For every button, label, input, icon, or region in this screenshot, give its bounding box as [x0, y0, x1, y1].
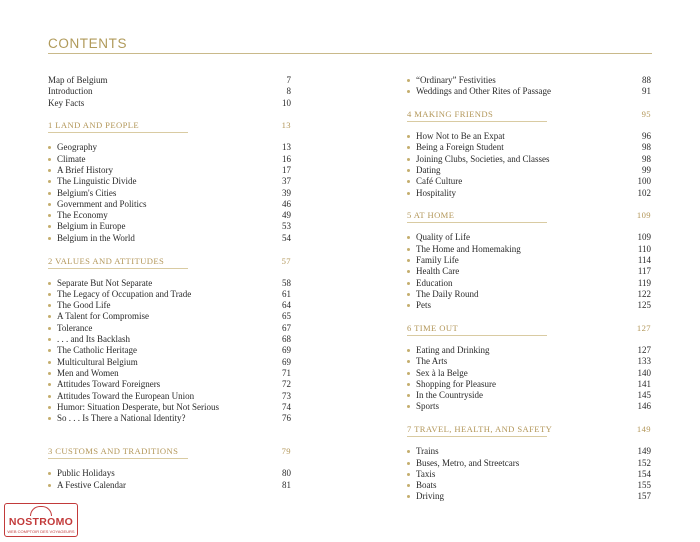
section-page: 57 — [281, 255, 291, 266]
toc-entry[interactable] — [48, 391, 291, 402]
toc-entry-title — [407, 401, 439, 412]
toc-entry-text: Driving — [416, 491, 444, 502]
toc-entry-page: 74 — [282, 401, 291, 412]
toc-entry-title — [407, 278, 453, 289]
toc-entry-page: 67 — [282, 322, 291, 333]
toc-entry-page: 154 — [637, 468, 651, 479]
toc-entry-page: 141 — [637, 378, 651, 389]
toc-entry-text: Being a Foreign Student — [416, 142, 504, 153]
bullet-icon — [48, 237, 51, 240]
toc-entry-title — [407, 86, 551, 97]
toc-entry[interactable] — [48, 334, 291, 345]
toc-entry[interactable] — [48, 379, 291, 390]
toc-entry-page: 152 — [637, 457, 651, 468]
toc-entry-title — [407, 131, 505, 142]
bullet-icon — [48, 361, 51, 364]
bullet-icon — [48, 395, 51, 398]
toc-entry-page: 68 — [282, 334, 291, 345]
bullet-icon — [48, 304, 51, 307]
toc-entry-title — [48, 142, 97, 153]
toc-entry-text: Belgium in Europe — [57, 221, 126, 232]
bullet-icon — [48, 406, 51, 409]
toc-entry-text: A Talent for Compromise — [57, 311, 149, 322]
bullet-icon — [407, 293, 410, 296]
bullet-icon — [48, 327, 51, 330]
toc-entry-page: 145 — [637, 390, 651, 401]
toc-entry-title — [48, 413, 186, 424]
toc-entry[interactable] — [48, 345, 291, 356]
section-title: 2 VALUES AND ATTITUDES — [48, 255, 165, 266]
toc-entry[interactable] — [48, 210, 291, 221]
toc-entry-title — [407, 188, 456, 199]
toc-entry-page: 69 — [282, 356, 291, 367]
toc-entry-title — [48, 75, 108, 86]
bullet-icon — [48, 225, 51, 228]
toc-entry-page: 127 — [637, 344, 651, 355]
bullet-icon — [407, 462, 410, 465]
toc-entry[interactable] — [48, 199, 291, 210]
toc-entry[interactable] — [407, 345, 651, 356]
toc-entry-text: Education — [416, 277, 453, 288]
toc-entry-text: Belgium's Cities — [57, 187, 117, 198]
toc-entry-text: In the Countryside — [416, 390, 483, 401]
section-heading[interactable] — [407, 108, 651, 120]
bullet-icon — [407, 405, 410, 408]
toc-entry-page: 117 — [637, 266, 651, 277]
section-title: 1 LAND AND PEOPLE — [48, 120, 140, 131]
bullet-icon — [48, 372, 51, 375]
toc-entry[interactable] — [407, 446, 651, 457]
toc-entry-page: 69 — [282, 345, 291, 356]
bullet-icon — [48, 158, 51, 161]
toc-entry-page: 81 — [282, 479, 291, 490]
toc-entry-text: Humor: Situation Desperate, but Not Serious — [57, 401, 219, 412]
logo-name: NOSTROMO — [8, 516, 74, 528]
toc-section — [407, 423, 651, 502]
toc-entry-title — [48, 233, 135, 244]
toc-entry[interactable] — [48, 154, 291, 165]
toc-entry-text: Tolerance — [57, 322, 93, 333]
nostromo-logo — [4, 503, 78, 537]
toc-entry-title — [48, 176, 136, 187]
toc-entry-page: 98 — [642, 142, 651, 153]
toc-entry-page: 76 — [282, 413, 291, 424]
toc-entry[interactable] — [407, 356, 651, 367]
toc-entry-title — [48, 165, 113, 176]
bullet-icon — [407, 450, 410, 453]
toc-entry-title — [407, 176, 462, 187]
toc-entry-page: 72 — [282, 379, 291, 390]
toc-entry[interactable] — [407, 401, 651, 412]
toc-entry-text: Public Holidays — [57, 468, 115, 479]
bullet-icon — [407, 473, 410, 476]
section-title: 7 TRAVEL, HEALTH, AND SAFETY — [407, 424, 553, 435]
toc-section — [407, 322, 651, 413]
toc-entry-title — [48, 210, 108, 221]
bullet-icon — [48, 169, 51, 172]
bullet-icon — [407, 169, 410, 172]
toc-entry-title — [407, 345, 490, 356]
section-page: 79 — [281, 446, 291, 457]
toc-entry[interactable] — [407, 165, 651, 176]
toc-entry-title — [48, 480, 126, 491]
toc-entry-title — [407, 255, 459, 266]
toc-entry-title — [48, 391, 194, 402]
bullet-icon — [407, 270, 410, 273]
toc-entry-page: 65 — [282, 311, 291, 322]
page-title: CONTENTS — [48, 36, 128, 51]
toc-entry[interactable] — [407, 75, 651, 86]
toc-entry-title — [48, 468, 115, 479]
toc-entry-text: . . . and Its Backlash — [57, 334, 130, 345]
bullet-icon — [48, 282, 51, 285]
toc-entry[interactable] — [48, 480, 291, 491]
section-heading[interactable] — [407, 322, 651, 334]
toc-entry-title — [48, 188, 116, 199]
toc-entry-page: 16 — [282, 153, 291, 164]
toc-entry-page: 17 — [282, 164, 291, 175]
section-page: 95 — [641, 109, 651, 120]
toc-entry-text: Introduction — [48, 86, 93, 97]
toc-entry-title — [48, 278, 152, 289]
toc-entry-text: The Daily Round — [416, 288, 479, 299]
toc-entry-title — [407, 165, 441, 176]
toc-entry-text: Eating and Drinking — [416, 344, 490, 355]
section-page: 127 — [636, 322, 651, 333]
bullet-icon — [407, 372, 410, 375]
toc-entry-page: 53 — [282, 221, 291, 232]
toc-entry-text: Buses, Metro, and Streetcars — [416, 457, 520, 468]
toc-entry-text: Trains — [416, 446, 439, 457]
toc-entry-page: 91 — [642, 86, 651, 97]
section-heading[interactable] — [407, 209, 651, 221]
bullet-icon — [407, 259, 410, 262]
section-page: 109 — [636, 210, 651, 221]
toc-entry-text: Health Care — [416, 266, 460, 277]
toc-entry[interactable] — [407, 255, 651, 266]
toc-entry-title — [407, 154, 550, 165]
toc-entry-page: 7 — [286, 75, 291, 85]
toc-entry[interactable] — [407, 244, 651, 255]
toc-entry[interactable] — [48, 221, 291, 232]
bullet-icon — [48, 315, 51, 318]
toc-entry[interactable] — [407, 390, 651, 401]
bullet-icon — [407, 495, 410, 498]
toc-right-column — [407, 75, 651, 503]
toc-entry-page: 99 — [642, 164, 651, 175]
toc-entry-page: 98 — [642, 153, 651, 164]
bullet-icon — [407, 394, 410, 397]
toc-entry-title — [48, 323, 92, 334]
toc-entry-text: Sports — [416, 401, 440, 412]
toc-entry-page: 64 — [282, 300, 291, 311]
bullet-icon — [407, 304, 410, 307]
toc-entry-page: 119 — [637, 277, 651, 288]
toc-entry-text: Multicultural Belgium — [57, 356, 138, 367]
toc-entry-title — [407, 458, 519, 469]
toc-entry-page: 58 — [282, 277, 291, 288]
bullet-icon — [407, 158, 410, 161]
toc-entry-title — [48, 368, 119, 379]
toc-entry-page: 146 — [637, 401, 651, 412]
toc-entry-title — [407, 356, 447, 367]
toc-entry-title — [48, 98, 84, 109]
bullet-icon — [48, 203, 51, 206]
toc-entry-page: 110 — [637, 243, 651, 254]
bullet-icon — [48, 472, 51, 475]
toc-entry-title — [48, 86, 93, 97]
toc-entry-title — [407, 379, 496, 390]
toc-entry-title — [407, 491, 444, 502]
toc-entry-title — [407, 232, 470, 243]
toc-entry-page: 13 — [282, 142, 291, 153]
toc-entry-text: Sex à la Belge — [416, 367, 468, 378]
toc-entry-page: 109 — [637, 232, 651, 243]
toc-section — [407, 108, 651, 199]
section-title: 5 AT HOME — [407, 210, 455, 221]
bullet-icon — [48, 214, 51, 217]
toc-entry-title — [48, 379, 160, 390]
toc-entry[interactable] — [407, 480, 651, 491]
toc-entry-title — [407, 266, 459, 277]
toc-entry-title — [48, 311, 149, 322]
bullet-icon — [48, 383, 51, 386]
toc-entry-text: “Ordinary” Festivities — [416, 75, 496, 85]
toc-entry[interactable] — [407, 232, 651, 243]
toc-entry[interactable] — [407, 131, 651, 142]
toc-left-column — [48, 75, 291, 491]
toc-entry[interactable] — [48, 368, 291, 379]
toc-entry-text: Attitudes Toward the European Union — [57, 390, 195, 401]
bullet-icon — [407, 360, 410, 363]
bullet-icon — [407, 90, 410, 93]
toc-entry-page: 133 — [637, 356, 651, 367]
toc-entry-text: Taxis — [416, 468, 436, 479]
toc-entry[interactable] — [407, 289, 651, 300]
toc-entry-text: The Linguistic Divide — [57, 176, 137, 187]
toc-entry[interactable] — [407, 266, 651, 277]
toc-entry[interactable] — [407, 469, 651, 480]
bullet-icon — [407, 192, 410, 195]
toc-entry-page: 140 — [637, 367, 651, 378]
bullet-icon — [48, 417, 51, 420]
toc-entry[interactable] — [407, 278, 651, 289]
toc-entry[interactable] — [48, 188, 291, 199]
toc-entry-text: The Good Life — [57, 300, 111, 311]
toc-entry[interactable] — [48, 357, 291, 368]
toc-entry-title — [48, 221, 126, 232]
bullet-icon — [48, 192, 51, 195]
toc-entry-title — [48, 289, 191, 300]
toc-entry-title — [407, 244, 521, 255]
toc-entry-text: Map of Belgium — [48, 75, 108, 85]
toc-entry-text: Geography — [57, 142, 97, 153]
toc-entry-text: Quality of Life — [416, 232, 470, 243]
bullet-icon — [407, 180, 410, 183]
toc-entry[interactable] — [407, 300, 651, 311]
toc-entry-title — [48, 402, 219, 413]
toc-entry-text: Separate But Not Separate — [57, 277, 153, 288]
toc-entry[interactable] — [48, 289, 291, 300]
toc-entry-page: 39 — [282, 187, 291, 198]
toc-entry[interactable] — [407, 176, 651, 187]
toc-entry-text: Weddings and Other Rites of Passage — [416, 86, 551, 97]
toc-entry[interactable] — [48, 176, 291, 187]
bullet-icon — [407, 236, 410, 239]
toc-entry-text: Climate — [57, 153, 86, 164]
bullet-icon — [48, 349, 51, 352]
toc-entry[interactable] — [407, 154, 651, 165]
toc-entry-text: Men and Women — [57, 367, 119, 378]
toc-entry-title — [407, 75, 496, 86]
toc-entry[interactable] — [407, 86, 651, 97]
toc-entry-text: Belgium in the World — [57, 232, 135, 243]
toc-entry[interactable] — [48, 233, 291, 244]
bullet-icon — [407, 383, 410, 386]
toc-entry[interactable] — [48, 468, 291, 479]
toc-entry[interactable] — [48, 98, 291, 109]
bullet-icon — [48, 484, 51, 487]
toc-entry-text: Pets — [416, 300, 432, 311]
section-heading[interactable] — [407, 423, 651, 435]
toc-entry-text: Key Facts — [48, 97, 85, 108]
section-title: 4 MAKING FRIENDS — [407, 109, 494, 120]
toc-entry-page: 122 — [637, 288, 651, 299]
bullet-icon — [407, 484, 410, 487]
toc-entry-page: 49 — [282, 210, 291, 221]
logo-tagline: WEB COMPTOIR DES VOYAGEURS — [7, 529, 75, 534]
toc-entry-text: Shopping for Pleasure — [416, 378, 496, 389]
toc-entry-page: 10 — [282, 97, 291, 108]
toc-entry-page: 71 — [282, 367, 291, 378]
bullet-icon — [48, 293, 51, 296]
toc-entry-text: The Legacy of Occupation and Trade — [57, 288, 192, 299]
bullet-icon — [407, 282, 410, 285]
toc-entry-title — [48, 345, 137, 356]
toc-entry-page: 157 — [637, 491, 651, 502]
section-heading[interactable] — [48, 119, 291, 131]
toc-entry-title — [407, 446, 439, 457]
toc-entry-text: Government and Politics — [57, 198, 147, 209]
toc-entry-text: A Festive Calendar — [57, 479, 126, 490]
toc-entry-title — [407, 480, 437, 491]
toc-section — [48, 255, 291, 425]
toc-entry[interactable] — [407, 458, 651, 469]
toc-entry-page: 61 — [282, 288, 291, 299]
toc-entry-title — [48, 334, 130, 345]
toc-entry[interactable] — [407, 142, 651, 153]
toc-entry-title — [48, 357, 138, 368]
bullet-icon — [48, 338, 51, 341]
toc-entry-text: Family Life — [416, 254, 459, 265]
toc-entry-text: So . . . Is There a National Identity? — [57, 413, 186, 424]
toc-entry-title — [407, 390, 483, 401]
toc-entry-page: 54 — [282, 232, 291, 243]
toc-entry-title — [48, 154, 86, 165]
toc-entry[interactable] — [48, 311, 291, 322]
bullet-icon — [407, 349, 410, 352]
toc-entry-title — [407, 142, 504, 153]
toc-entry[interactable] — [48, 278, 291, 289]
toc-entry-page: 80 — [282, 468, 291, 479]
toc-entry-text: The Economy — [57, 210, 108, 221]
toc-section — [407, 209, 651, 311]
toc-entry[interactable] — [407, 491, 651, 502]
toc-entry[interactable] — [48, 413, 291, 424]
toc-entry[interactable] — [48, 402, 291, 413]
toc-entry-text: The Catholic Heritage — [57, 345, 137, 356]
toc-entry-page: 125 — [637, 300, 651, 311]
section-heading[interactable] — [48, 255, 291, 267]
toc-entry[interactable] — [407, 379, 651, 390]
toc-entry-page: 88 — [642, 75, 651, 85]
section-heading[interactable] — [48, 445, 291, 457]
toc-entry-page: 149 — [637, 446, 651, 457]
toc-entry[interactable] — [48, 86, 291, 97]
toc-entry-page: 102 — [637, 187, 651, 198]
toc-entry-text: Dating — [416, 164, 441, 175]
toc-entry-text: Boats — [416, 480, 437, 491]
toc-entry-title — [407, 368, 468, 379]
toc-entry-text: The Home and Homemaking — [416, 243, 521, 254]
toc-entry-text: Attitudes Toward Foreigners — [57, 379, 161, 390]
toc-entry-text: Joining Clubs, Societies, and Classes — [416, 153, 550, 164]
toc-entry-page: 100 — [637, 176, 651, 187]
toc-entry-title — [407, 469, 435, 480]
toc-entry-page: 37 — [282, 176, 291, 187]
toc-entry-title — [407, 289, 479, 300]
toc-entry-text: A Brief History — [57, 164, 113, 175]
toc-entry-page: 8 — [286, 86, 291, 97]
section-title: 6 TIME OUT — [407, 322, 459, 333]
toc-entry-text: Hospitality — [416, 187, 456, 198]
bullet-icon — [48, 180, 51, 183]
toc-entry-page: 46 — [282, 198, 291, 209]
toc-entry-title — [48, 199, 147, 210]
bullet-icon — [407, 248, 410, 251]
arch-icon — [30, 506, 52, 516]
toc-entry-text: How Not to Be an Expat — [416, 131, 505, 142]
bullet-icon — [48, 146, 51, 149]
bullet-icon — [407, 146, 410, 149]
toc-entry[interactable] — [48, 75, 291, 86]
toc-entry[interactable] — [48, 165, 291, 176]
section-page: 13 — [281, 120, 291, 131]
toc-entry[interactable] — [407, 368, 651, 379]
toc-section — [48, 119, 291, 244]
bullet-icon — [407, 135, 410, 138]
toc-entry[interactable] — [48, 323, 291, 334]
section-page: 149 — [636, 424, 651, 435]
toc-entry-text: The Arts — [416, 356, 448, 367]
title-rule — [48, 53, 652, 54]
toc-entry-title — [407, 300, 431, 311]
toc-entry-title — [48, 300, 110, 311]
toc-entry-page: 155 — [637, 480, 651, 491]
toc-entry-page: 73 — [282, 390, 291, 401]
toc-entry-text: Café Culture — [416, 176, 463, 187]
toc-section — [48, 445, 291, 491]
toc-entry-page: 96 — [642, 131, 651, 142]
toc-entry[interactable] — [48, 300, 291, 311]
bullet-icon — [407, 79, 410, 82]
toc-entry[interactable] — [407, 188, 651, 199]
toc-entry-page: 114 — [637, 254, 651, 265]
toc-entry[interactable] — [48, 142, 291, 153]
section-title: 3 CUSTOMS AND TRADITIONS — [48, 446, 179, 457]
